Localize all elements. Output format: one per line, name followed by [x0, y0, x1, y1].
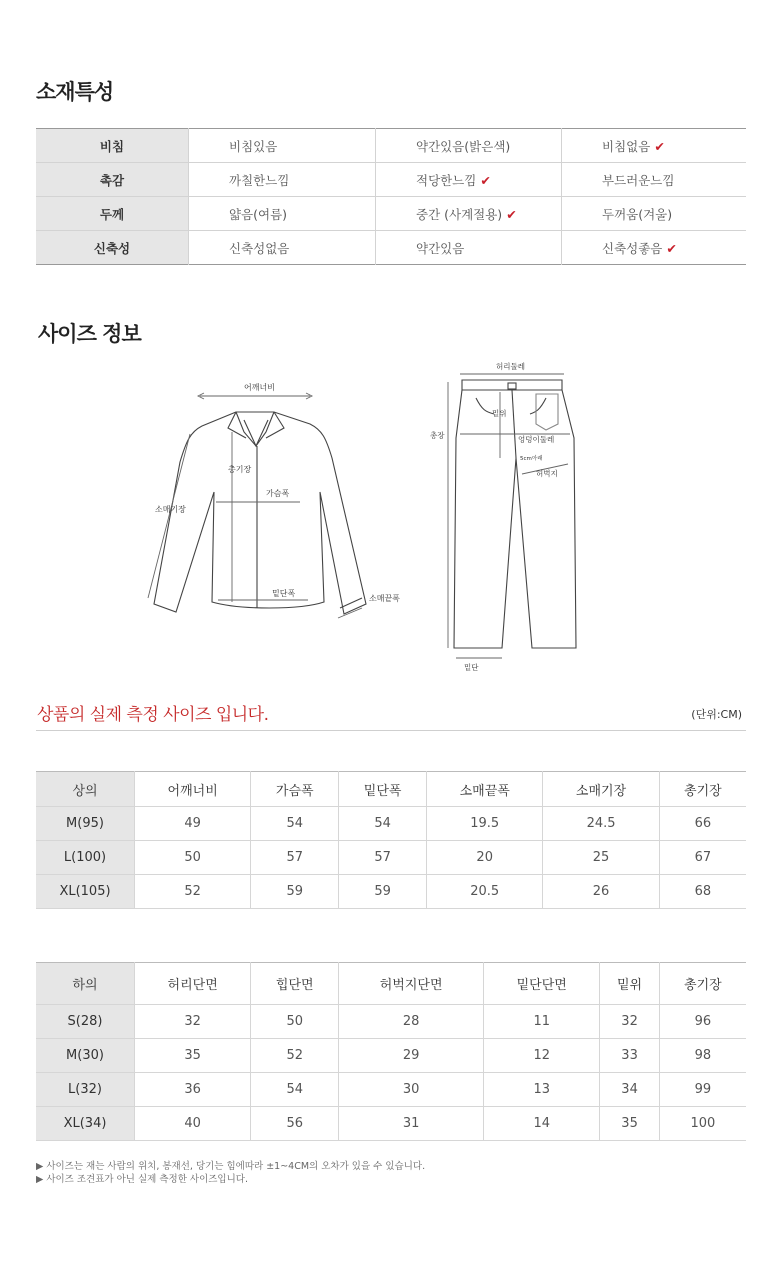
table-cell: 100 — [659, 1107, 746, 1141]
check-icon: ✔ — [654, 138, 665, 154]
table-row — [36, 841, 746, 875]
measure-note: 상품의 실제 측정 사이즈 입니다. — [37, 705, 269, 725]
pants-label-hip: 엉덩이둘레 — [518, 435, 555, 444]
table-cell: 29 — [339, 1039, 484, 1073]
check-icon: ✔ — [506, 206, 517, 222]
size-info-title: 사이즈 정보 — [38, 322, 141, 346]
pants-label-length: 총장 — [430, 431, 445, 440]
table-cell: 57 — [339, 841, 427, 875]
table-cell: 52 — [135, 875, 251, 909]
table-cell: 50 — [135, 841, 251, 875]
table-cell: 40 — [135, 1107, 251, 1141]
table-column-header: 밑단폭 — [339, 772, 427, 807]
shirt-label-total: 총기장 — [228, 465, 252, 474]
material-option-label: 부드러운느낌 — [602, 172, 675, 188]
table-cell: 35 — [135, 1039, 251, 1073]
check-icon: ✔ — [480, 172, 491, 188]
table-cell: 56 — [251, 1107, 339, 1141]
material-row-label: 비침 — [36, 129, 189, 163]
shirt-label-hem: 밑단폭 — [272, 589, 296, 598]
table-cell: 52 — [251, 1039, 339, 1073]
material-option-label: 얇음(여름) — [229, 206, 288, 222]
table-cell: 25 — [543, 841, 659, 875]
material-option — [376, 231, 562, 265]
material-option-label: 중간 (사계절용) — [416, 206, 503, 222]
check-icon: ✔ — [666, 240, 677, 256]
material-row — [36, 163, 746, 197]
material-option-label: 비침있음 — [229, 138, 278, 154]
material-option — [562, 129, 747, 163]
table-header-row — [36, 963, 746, 1005]
table-cell: 26 — [543, 875, 659, 909]
pants-label-hem: 밑단 — [464, 663, 479, 672]
table-column-header: 어깨너비 — [135, 772, 251, 807]
material-table — [36, 128, 746, 265]
bottom-size-table — [36, 962, 746, 1141]
table-cell: 59 — [251, 875, 339, 909]
material-option-label: 적당한느낌 — [416, 172, 477, 188]
table-column-header: 총기장 — [659, 772, 746, 807]
material-option — [376, 163, 562, 197]
table-cell: 54 — [339, 807, 427, 841]
table-cell: 68 — [659, 875, 746, 909]
footnotes — [36, 1160, 425, 1186]
material-row-label: 촉감 — [36, 163, 189, 197]
shirt-label-shoulder: 어깨너비 — [244, 383, 275, 392]
table-header-row — [36, 772, 746, 807]
material-option — [562, 197, 747, 231]
pants-label-rise: 밑위 — [492, 409, 507, 418]
table-cell: 20.5 — [427, 875, 543, 909]
table-cell: 57 — [251, 841, 339, 875]
material-option-label: 신축성좋음 — [602, 240, 663, 256]
shirt-diagram — [140, 372, 420, 632]
table-cell: 32 — [135, 1005, 251, 1039]
table-column-header: 소매기장 — [543, 772, 659, 807]
table-cell: 49 — [135, 807, 251, 841]
table-cell: 19.5 — [427, 807, 543, 841]
table-cell: 14 — [484, 1107, 600, 1141]
table-cell: 98 — [659, 1039, 746, 1073]
table-column-header: 힙단면 — [251, 963, 339, 1005]
table-cell: 31 — [339, 1107, 484, 1141]
material-option — [189, 163, 376, 197]
material-option — [562, 231, 747, 265]
table-cell: 50 — [251, 1005, 339, 1039]
size-label-cell: XL(105) — [36, 875, 135, 909]
size-label-cell: M(95) — [36, 807, 135, 841]
unit-label: (단위:CM) — [691, 708, 742, 721]
material-option-label: 까칠한느낌 — [229, 172, 290, 188]
table-column-header: 가슴폭 — [251, 772, 339, 807]
table-row — [36, 875, 746, 909]
table-row — [36, 1107, 746, 1141]
table-row — [36, 1039, 746, 1073]
material-row — [36, 197, 746, 231]
table-column-header: 소매끝폭 — [427, 772, 543, 807]
material-option-label: 두꺼움(겨울) — [602, 206, 673, 222]
shirt-label-cuff: 소매끝폭 — [369, 594, 400, 603]
footnote-item: ▶ 사이즈는 재는 사람의 위치, 봉재선, 당기는 힘에따라 ±1~4CM의 오차가 있을 수 있습니다. — [36, 1161, 426, 1172]
material-option — [562, 163, 747, 197]
size-label-cell: L(32) — [36, 1073, 135, 1107]
table-cell: 13 — [484, 1073, 600, 1107]
table-column-header: 밑위 — [600, 963, 659, 1005]
table-cell: 34 — [600, 1073, 659, 1107]
table-cell: 66 — [659, 807, 746, 841]
table-column-header: 밑단단면 — [484, 963, 600, 1005]
pants-diagram — [420, 358, 600, 676]
material-option — [189, 129, 376, 163]
material-option-label: 신축성없음 — [229, 240, 290, 256]
pants-label-waist: 허리둘레 — [496, 362, 525, 371]
pants-label-note: 5cm아래 — [520, 456, 543, 462]
material-option — [376, 129, 562, 163]
shirt-label-chest: 가슴폭 — [266, 489, 290, 498]
table-cell: 96 — [659, 1005, 746, 1039]
table-cell: 54 — [251, 1073, 339, 1107]
table-column-header: 허벅지단면 — [339, 963, 484, 1005]
table-cell: 59 — [339, 875, 427, 909]
size-label-cell: M(30) — [36, 1039, 135, 1073]
table-cell: 12 — [484, 1039, 600, 1073]
table-cell: 35 — [600, 1107, 659, 1141]
table-cell: 30 — [339, 1073, 484, 1107]
table-cell: 36 — [135, 1073, 251, 1107]
material-option — [189, 231, 376, 265]
table-row — [36, 1005, 746, 1039]
material-row-label: 두께 — [36, 197, 189, 231]
table-corner-header: 상의 — [36, 772, 135, 807]
pants-label-thigh: 허벅지 — [536, 469, 558, 478]
table-row — [36, 1073, 746, 1107]
table-cell: 20 — [427, 841, 543, 875]
table-corner-header: 하의 — [36, 963, 135, 1005]
table-column-header: 총기장 — [659, 963, 746, 1005]
divider — [36, 730, 746, 731]
table-cell: 54 — [251, 807, 339, 841]
table-cell: 67 — [659, 841, 746, 875]
footnote-item: ▶ 사이즈 조견표가 아닌 실제 측정한 사이즈입니다. — [36, 1174, 248, 1185]
material-row — [36, 129, 746, 163]
table-cell: 99 — [659, 1073, 746, 1107]
material-option — [189, 197, 376, 231]
table-cell: 24.5 — [543, 807, 659, 841]
table-cell: 33 — [600, 1039, 659, 1073]
table-cell: 28 — [339, 1005, 484, 1039]
material-option-label: 약간있음(밝은색) — [416, 138, 511, 154]
size-label-cell: XL(34) — [36, 1107, 135, 1141]
table-cell: 11 — [484, 1005, 600, 1039]
material-option — [376, 197, 562, 231]
material-row-label: 신축성 — [36, 231, 189, 265]
shirt-label-sleeve: 소매기장 — [155, 505, 186, 514]
table-row — [36, 807, 746, 841]
material-row — [36, 231, 746, 265]
top-size-table — [36, 771, 746, 909]
material-title: 소재특성 — [36, 80, 114, 104]
size-label-cell: S(28) — [36, 1005, 135, 1039]
table-column-header: 허리단면 — [135, 963, 251, 1005]
size-label-cell: L(100) — [36, 841, 135, 875]
material-option-label: 약간있음 — [416, 240, 465, 256]
table-cell: 32 — [600, 1005, 659, 1039]
material-option-label: 비침없음 — [602, 138, 651, 154]
